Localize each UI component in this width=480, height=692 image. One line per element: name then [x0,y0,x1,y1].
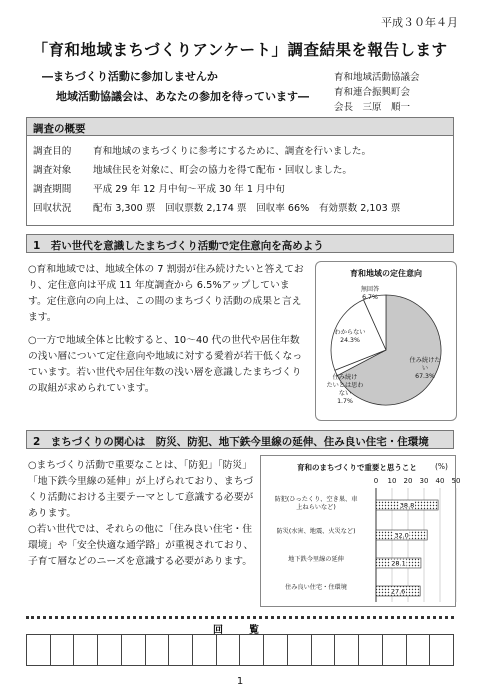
pie-label-value: 67.3% [415,373,435,380]
pie-label-text: わからない [334,329,366,336]
pie-label-value: 6.7% [362,294,378,301]
pie-label-value: 1.7% [337,398,353,405]
pie-chart-title: 育和地域の定住意向 [350,269,422,278]
stamp-cell [169,635,193,665]
bar-value-label: 32.0 [394,531,409,540]
stamp-cell [217,635,241,665]
subtitle-line-1: ―まちづくり活動に参加しませんか [42,70,218,83]
bar-chart-title: 育和のまちづくりで重要と思うこと [297,463,417,472]
x-tick-label: 40 [435,477,445,485]
stamp-cell [240,635,264,665]
overview-text: 地域住民を対象に、町会の協力を得て配布・回収しました。 [93,165,353,176]
dotted-divider [26,616,454,619]
overview-label: 回収状況 [33,203,72,214]
stamp-cell [335,635,359,665]
org-name-1: 育和地域活動協議会 [334,72,420,83]
stamp-cell [98,635,122,665]
stamp-cell [51,635,75,665]
bar-category-line: 上ねらいなど) [296,504,336,511]
overview-text: 平成 29 年 12 月中旬～平成 30 年 1 月中旬 [93,184,285,195]
pie-label-text-2: い [421,365,429,372]
overview-text: 育和地域のまちづくりに参考にするために、調査を行いました。 [93,146,372,157]
pie-label-omowanai [318,374,372,406]
pie-label-text: 住み続けた [409,357,441,364]
overview-text: 配布 3,300 票 回収票数 2,174 票 回収率 66% 有効票数 2,103 票 [93,203,401,214]
section2-heading: 2 まちづくりの関心は 防災、防犯、地下鉄今里線の延伸、住み良い住宅・住環境 [26,430,454,449]
x-tick-label: 20 [403,477,413,485]
stamp-cell [359,635,383,665]
overview-label: 調査目的 [33,146,72,157]
overview-label: 調査期間 [33,184,72,195]
pie-label-text-3: ない [338,390,352,397]
section1-paragraph-2: ○一方で地域全体と比較すると、10～40 代の世代や居住年数の浅い層について定住意向や地域に対する愛着が若干低くなっています。若い世代や居住年数の浅い層を意識したまちづくりの取組が求められています。 [28,335,303,394]
overview-row [33,181,447,200]
x-tick-label: 30 [419,477,429,485]
overview-row [33,162,447,181]
pie-chart-box [315,261,457,421]
kairan-label: 回 覧 [213,625,267,636]
section2-paragraph-2: ○若い世代では、それらの他に「住み良い住宅・住環境」や「安全快適な通学路」が重視されており、子育て層などのニーズを意識する必要があります。 [28,524,254,567]
section1-paragraph-1: ○育和地域では、地域全体の 7 割弱が住み続けたいと答えており、定住意向は平成 11 年度調査から 6.5%アップしています。定住意向の向上は、この間のまちづくり活動の成果と言えます。 [28,264,304,323]
bar-value-label: 27.6 [390,587,406,596]
date: 平成３０年４月 [381,16,458,29]
pie-label-value: 24.3% [340,337,360,344]
section1-heading: 1 若い世代を意識したまちづくり活動で定住意向を高めよう [26,234,454,253]
overview-row [33,143,447,162]
section2-paragraph-1: ○まちづくり活動で重要なことは、「防犯」「防災」「地下鉄今里線の延伸」が上げられており、まちづくり活動における主要テーマとして意識する必要があります。 [28,460,254,519]
org-chair: 会長 三原 順一 [334,102,411,113]
stamp-cell [312,635,336,665]
bar-category-line: 防犯(ひったくり、空き巣、車 [274,496,358,503]
overview-label: 調査対象 [33,165,72,176]
stamp-cell [288,635,312,665]
bar-category-label: 防災(水害、地震、火災など) [276,528,356,535]
stamp-cell [264,635,288,665]
stamp-cell [74,635,98,665]
bar-chart-box [260,455,461,607]
overview-box [26,136,454,226]
pie-label-text: 無回答 [360,286,380,293]
pie-label-sumitsuzuketai [404,357,446,381]
overview-heading: 調査の概要 [26,117,454,136]
stamp-cell [146,635,170,665]
x-tick-label: 50 [451,477,461,485]
stamp-cell [407,635,431,665]
x-tick-label: 10 [387,477,397,485]
bar-chart-unit: (%) [435,462,448,471]
stamp-cell [383,635,407,665]
bar-category-label: 地下鉄今里線の延伸 [288,556,344,563]
bar-chart [261,456,457,608]
bar-category-label: 住み良い住宅・住環境 [285,584,347,591]
bar-value-label: 38.8 [399,501,415,510]
stamp-cell [122,635,146,665]
circulation-stamp-grid [26,634,454,666]
stamp-cell [193,635,217,665]
overview-row [33,200,447,219]
stamp-cell [27,635,51,665]
pie-label-wakaranai [328,329,372,345]
subtitle-line-2: 地域活動協議会は、あなたの参加を待っています― [56,90,309,103]
bar-value-label: 28.1 [391,559,406,568]
organizations [334,70,420,115]
document-title: 「育和地域まちづくりアンケート」調査結果を報告します [32,41,448,59]
stamp-cell [430,635,453,665]
pie-label-nokaitou [350,286,390,302]
x-tick-label: 0 [373,477,379,485]
pie-label-text: 住み続け [332,374,358,381]
pie-label-text-2: たいとは思わ [326,382,364,389]
org-name-2: 育和連合振興町会 [334,87,411,98]
page-number: 1 [236,676,244,687]
